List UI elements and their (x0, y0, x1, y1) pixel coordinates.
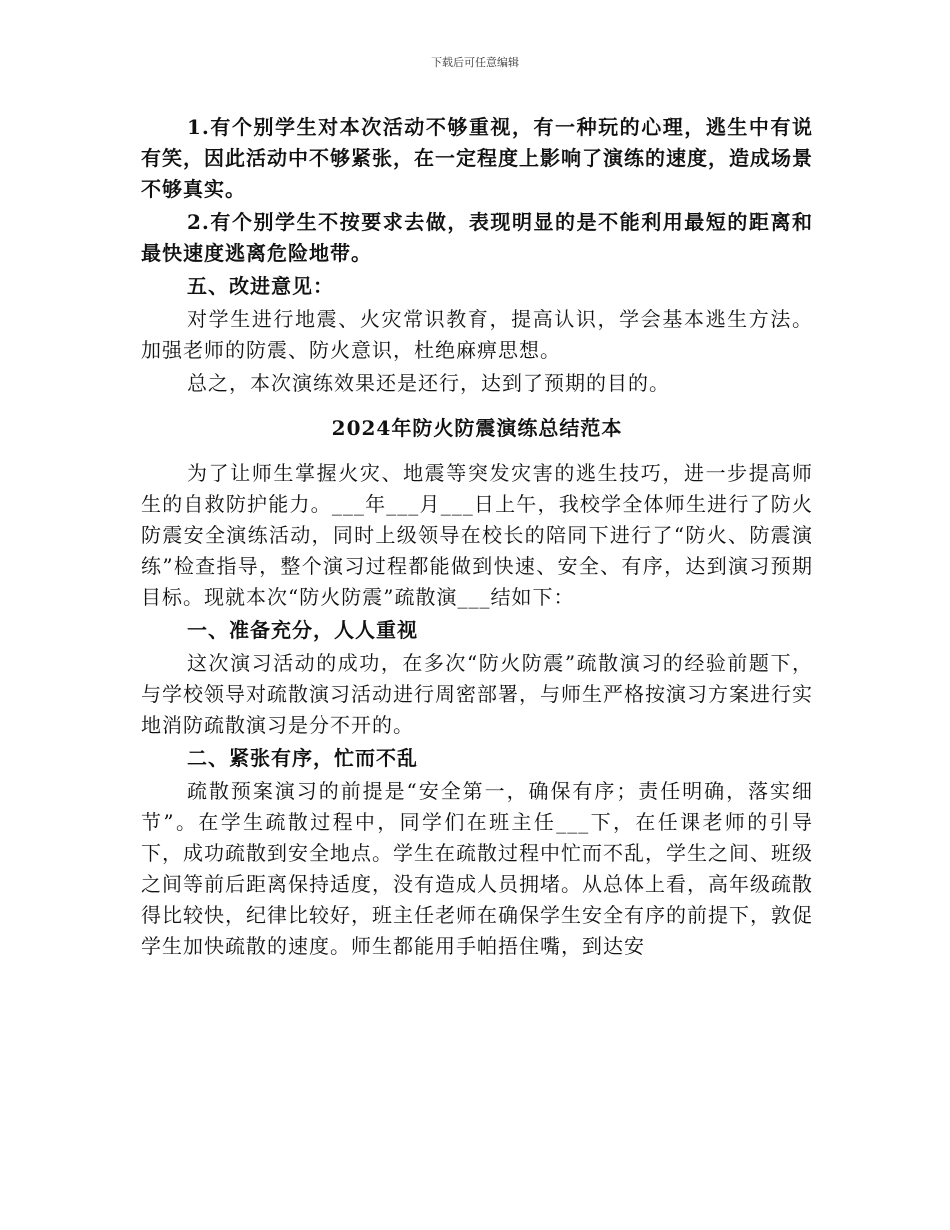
intro-paragraph: 为了让师生掌握火灾、地震等突发灾害的逃生技巧，进一步提高师生的自救防护能力。___年___月___日上午，我校学全体师生进行了防火防震安全演练活动，同时上级领导在校长的陪同下进行了“防火、防震演练”检查指导，整个演习过程都能做到快速、安全、有序，达到演习预期目标。现就本次“防火防震”疏散演___结如下： (141, 461, 813, 609)
document-body (141, 112, 813, 964)
section-5-heading: 五、改进意见： (187, 274, 334, 298)
improvement-paragraph: 对学生进行地震、火灾常识教育，提高认识，学会基本逃生方法。加强老师的防震、防火意识，杜绝麻痹思想。 (141, 307, 813, 362)
problem-item-2: 2.有个别学生不按要求去做，表现明显的是不能利用最短的距离和最快速度逃离危险地带。 (141, 210, 813, 265)
section-2-paragraph: 疏散预案演习的前提是“安全第一，确保有序；责任明确，落实细节”。在学生疏散过程中，同学们在班主任___下，在任课老师的引导下，成功疏散到安全地点。学生在疏散过程中忙而不乱，学生之间、班级之间等前后距离保持适度，没有造成人员拥堵。从总体上看，高年级疏散得比较快，纪律比较好，班主任老师在确保学生安全有序的前提下，敦促学生加快疏散的速度。师生都能用手帕捂住嘴，到达安 (141, 779, 813, 958)
conclusion-paragraph: 总之，本次演练效果还是还行，达到了预期的目的。 (187, 371, 670, 395)
section-1-paragraph: 这次演习活动的成功，在多次“防火防震”疏散演习的经验前题下，与学校领导对疏散演习活动进行周密部署，与师生严格按演习方案进行实地消防疏散演习是分不开的。 (141, 651, 813, 737)
section-1-heading: 一、准备充分，人人重视 (187, 618, 418, 642)
document-title: 2024年防火防震演练总结范本 (331, 416, 623, 440)
page-header-note: 下载后可任意编辑 (431, 56, 519, 69)
section-2-heading: 二、紧张有序，忙而不乱 (187, 746, 418, 770)
problem-item-1: 1.有个别学生对本次活动不够重视，有一种玩的心理，逃生中有说有笑，因此活动中不够紧张，在一定程度上影响了演练的速度，造成场景不够真实。 (141, 115, 813, 201)
